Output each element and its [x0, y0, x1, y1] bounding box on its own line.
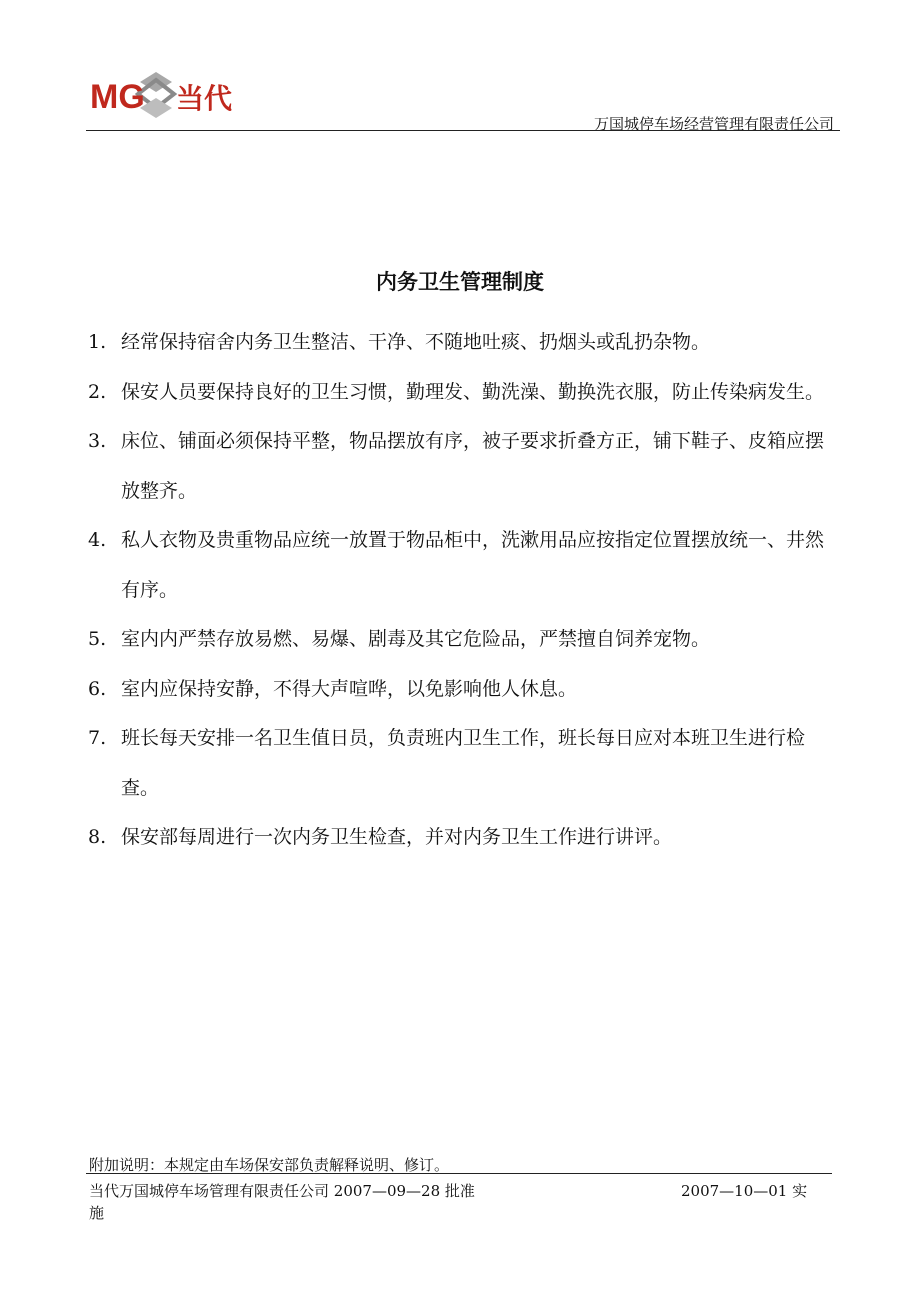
rule-number: 5.: [88, 628, 107, 650]
rule-number: 1.: [88, 331, 107, 353]
rule-item: [88, 516, 828, 615]
rule-text: 保安部每周进行一次内务卫生检查，并对内务卫生工作进行讲评。: [121, 826, 673, 848]
rules-list: [88, 318, 828, 863]
rule-number: 2.: [88, 380, 107, 403]
rule-text: 班长每天安排一名卫生值日员，负责班内卫生工作，班长每日应对本班卫生进行检查。: [121, 727, 806, 799]
rule-item: [88, 368, 828, 418]
rule-text: 保安人员要保持良好的卫生习惯，勤理发、勤洗澡、勤换洗衣服，防止传染病发生。: [121, 380, 825, 403]
rule-text: 私人衣物及贵重物品应统一放置于物品柜中，洗漱用品应按指定位置摆放统一、井然有序。: [121, 529, 825, 601]
logo-latin-text: MG: [90, 78, 145, 116]
footer-approval: 当代万国城停车场管理有限责任公司 2007—09—28 批准: [89, 1182, 475, 1200]
rule-number: 8.: [88, 826, 107, 848]
footer-effective-date: 2007—10—01 实: [681, 1182, 808, 1200]
company-logo: [90, 68, 250, 124]
rule-text: 室内应保持安静，不得大声喧哗，以免影响他人休息。: [121, 677, 578, 700]
logo-chinese-text: 当代: [176, 82, 233, 115]
header-company-name: 万国城停车场经营管理有限责任公司: [593, 115, 834, 133]
rule-text: 室内内严禁存放易燃、易爆、剧毒及其它危险品，严禁擅自饲养宠物。: [121, 628, 711, 650]
footer-effective-continuation: 施: [89, 1204, 105, 1222]
footer-divider: [86, 1173, 832, 1174]
rule-item: [88, 665, 828, 715]
rule-number: 7.: [88, 727, 107, 749]
document-title: 内务卫生管理制度: [376, 269, 544, 294]
rule-item: [88, 417, 828, 516]
rule-item: [88, 318, 828, 368]
footer-note: 附加说明：本规定由车场保安部负责解释说明、修订。: [89, 1156, 450, 1174]
rule-number: 6.: [88, 677, 107, 700]
rule-number: 4.: [88, 529, 107, 551]
header-divider: [86, 130, 840, 131]
rule-number: 3.: [88, 430, 107, 452]
rule-text: 经常保持宿舍内务卫生整洁、干净、不随地吐痰、扔烟头或乱扔杂物。: [121, 331, 711, 353]
rule-text: 床位、铺面必须保持平整，物品摆放有序，被子要求折叠方正，铺下鞋子、皮箱应摆放整齐。: [121, 430, 825, 502]
rule-item: [88, 714, 828, 813]
rule-item: [88, 813, 828, 863]
rule-item: [88, 615, 828, 665]
